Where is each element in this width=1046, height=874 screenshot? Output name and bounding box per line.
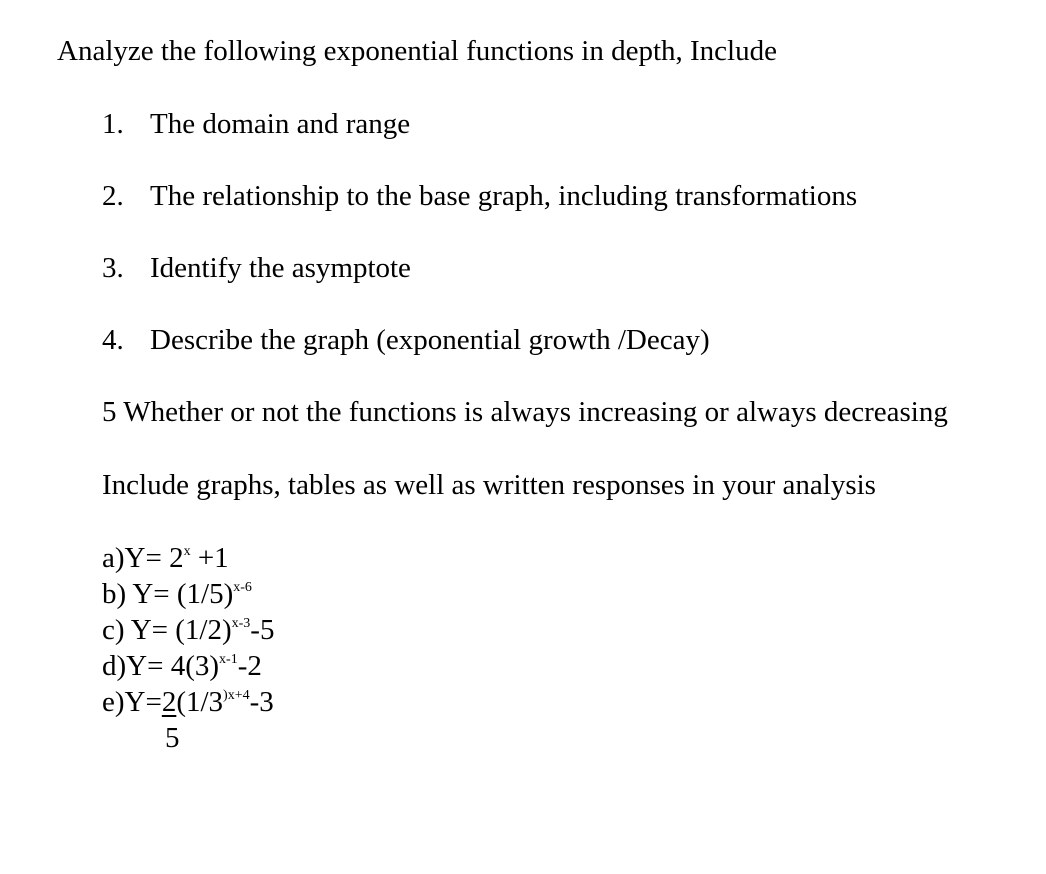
list-item-3 — [102, 250, 411, 286]
list-item-number: 2. — [102, 180, 124, 212]
function-e — [102, 684, 274, 720]
function-e-base: e)Y= — [102, 686, 162, 718]
function-e-numerator: 2 — [161, 686, 177, 718]
list-item-number: 4. — [102, 324, 124, 356]
function-d-exponent: x-1 — [219, 652, 238, 667]
function-b-exponent: x-6 — [233, 580, 252, 595]
list-item-text: Describe the graph (exponential growth /Decay) — [150, 324, 710, 356]
instruction-text: Include graphs, tables as well as written responses in your analysis — [102, 469, 876, 501]
function-c — [102, 612, 274, 648]
function-c-tail: -5 — [250, 614, 275, 646]
function-e-middle: (1/3 — [176, 686, 224, 718]
list-item-text: The domain and range — [150, 108, 411, 140]
list-item-number: 3. — [102, 252, 124, 284]
function-d — [102, 648, 274, 684]
function-c-exponent: x-3 — [231, 616, 251, 631]
function-d-tail: -2 — [237, 650, 262, 682]
list-item-text: Identify the asymptote — [150, 252, 411, 284]
function-b — [102, 576, 274, 612]
function-c-base: c) Y= (1/2) — [102, 614, 232, 646]
function-e-exponent: )x+4 — [223, 688, 250, 703]
function-a-tail: +1 — [190, 542, 229, 574]
list-item-number: 1. — [102, 108, 124, 140]
function-e-tail: -3 — [249, 686, 274, 718]
list-item-2 — [102, 178, 857, 214]
function-list — [102, 540, 275, 754]
function-a — [102, 540, 274, 576]
list-item-5: 5 Whether or not the functions is always increasing or always decreasing — [102, 396, 948, 428]
list-item-text: The relationship to the base graph, including transformations — [150, 180, 858, 212]
function-e-denominator: 5 — [165, 722, 180, 754]
intro-text: Analyze the following exponential functions in depth, Include — [57, 35, 777, 67]
function-d-base: d)Y= 4(3) — [102, 650, 220, 682]
function-a-exponent: x — [183, 544, 191, 559]
function-a-base: a)Y= 2 — [102, 542, 184, 574]
function-b-base: b) Y= (1/5) — [102, 578, 234, 610]
list-item-4 — [102, 322, 710, 358]
list-item-1 — [102, 106, 410, 142]
